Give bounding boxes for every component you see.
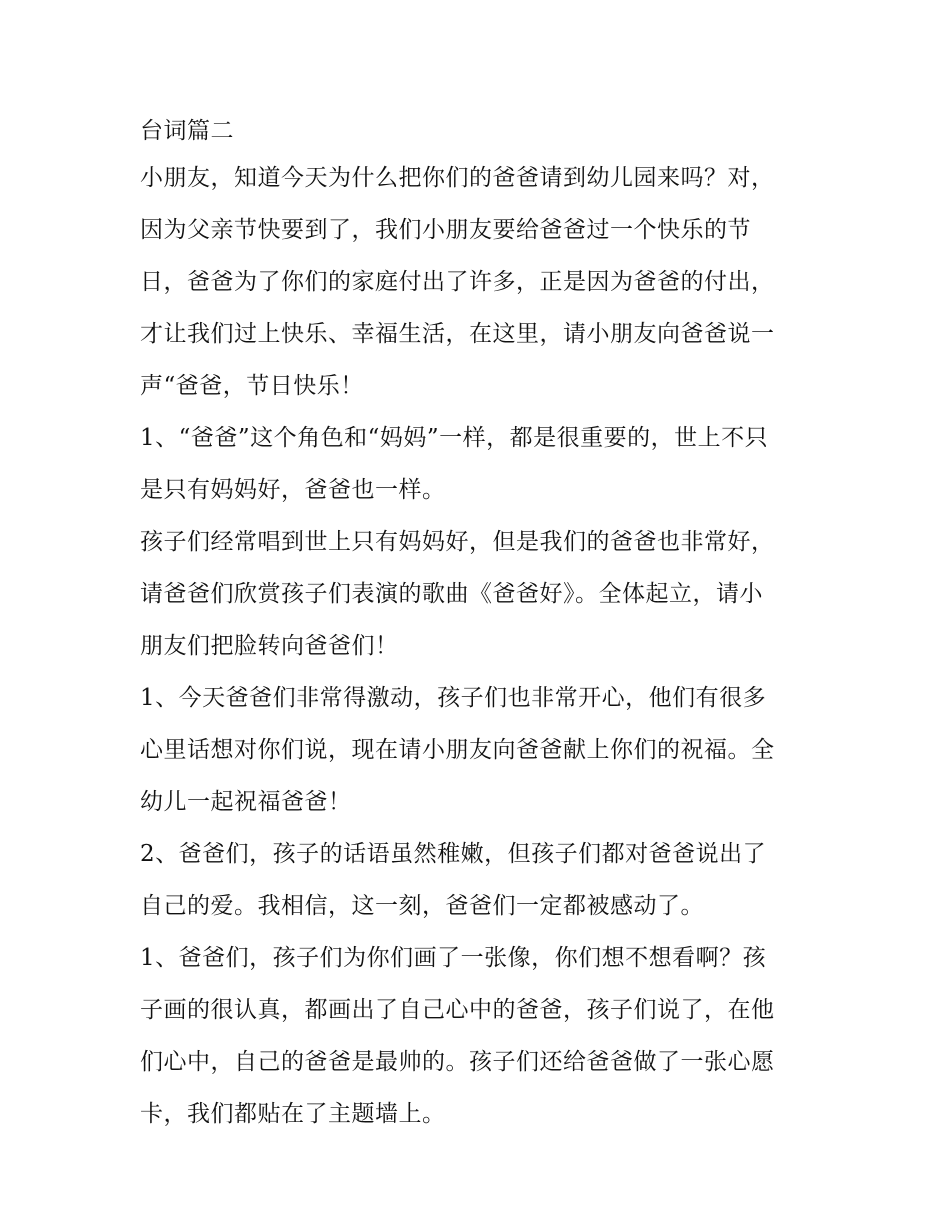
text-line: 小朋友，知道今天为什么把你们的爸爸请到幼儿园来吗？对， xyxy=(140,165,775,191)
text-line: 日，爸爸为了你们的家庭付出了许多，正是因为爸爸的付出， xyxy=(140,269,775,295)
text-line: 2、爸爸们，孩子的话语虽然稚嫩，但孩子们都对爸爸说出了 xyxy=(140,841,767,867)
text-line: 心里话想对你们说，现在请小朋友向爸爸献上你们的祝福。全 xyxy=(140,737,775,763)
document-body xyxy=(140,110,830,1140)
text-line: 孩子们经常唱到世上只有妈妈好，但是我们的爸爸也非常好， xyxy=(140,529,775,555)
text-line: 幼儿一起祝福爸爸！ xyxy=(140,789,352,815)
text-line: 自己的爱。我相信，这一刻，爸爸们一定都被感动了。 xyxy=(140,893,704,919)
text-line: 朋友们把脸转向爸爸们！ xyxy=(140,633,399,659)
document-title: 台词篇二 xyxy=(140,118,234,144)
text-line: 子画的很认真，都画出了自己心中的爸爸，孩子们说了，在他 xyxy=(140,997,775,1023)
text-line: 才让我们过上快乐、幸福生活，在这里，请小朋友向爸爸说一 xyxy=(140,321,775,347)
text-line: 1、“爸爸”这个角色和“妈妈”一样，都是很重要的，世上不只 xyxy=(140,425,769,451)
text-line: 是只有妈妈好，爸爸也一样。 xyxy=(140,477,446,503)
text-line: 1、今天爸爸们非常得激动，孩子们也非常开心，他们有很多 xyxy=(140,685,767,711)
text-line: 请爸爸们欣赏孩子们表演的歌曲《爸爸好》。全体起立，请小 xyxy=(140,581,763,607)
text-line: 声“爸爸，节日快乐！ xyxy=(140,373,364,399)
text-line: 因为父亲节快要到了，我们小朋友要给爸爸过一个快乐的节 xyxy=(140,217,751,243)
text-line: 1、爸爸们，孩子们为你们画了一张像，你们想不想看啊？孩 xyxy=(140,945,767,971)
text-line: 卡，我们都贴在了主题墙上。 xyxy=(140,1101,446,1127)
text-line: 们心中，自己的爸爸是最帅的。孩子们还给爸爸做了一张心愿 xyxy=(140,1049,775,1075)
